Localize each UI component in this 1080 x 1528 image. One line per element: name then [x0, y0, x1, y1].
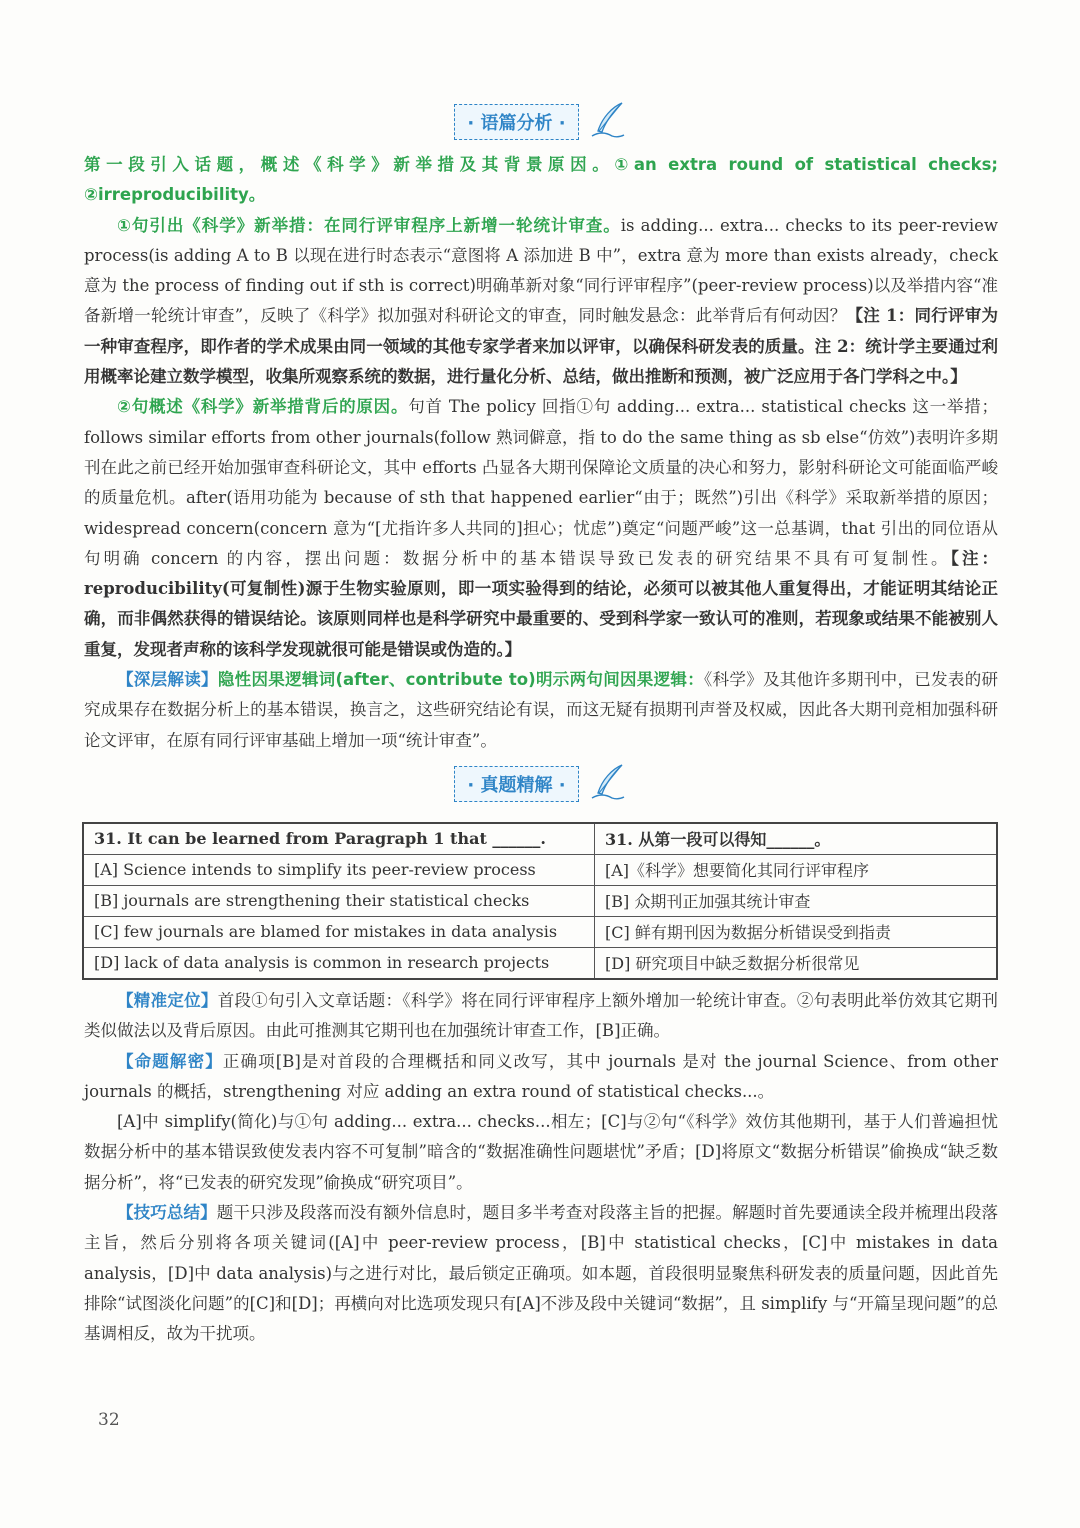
summary-keyword-2: ②irreproducibility。: [84, 185, 266, 205]
option-a-en: [A] Science intends to simplify its peer-review process: [83, 854, 595, 885]
explanation-wrong-options: [A]中 simplify(简化)与①句 adding... extra... checks...相左；[C]与②句“《科学》效仿其他期刊，基于人们普遍担忧数据分析中的基本错误致使发表内容不可复制”暗含的“数据准确性问题堪忧”矛盾；[D]将原文“数据分析错误”偷换成“缺乏数据分析”，将“已发表的研究发现”偷换成“研究项目”。: [84, 1112, 998, 1192]
analysis-paragraph-2: [84, 392, 998, 665]
option-d-zh: [D] 研究项目中缺乏数据分析很常见: [595, 947, 998, 979]
deep-lead: 隐性因果逻辑词(after、contribute to)明示两句间因果逻辑：: [217, 670, 705, 690]
p1-note: 【注 1：同行评审为一种审查程序，即作者的学术成果由同一领域的其他专家学者来加以评审，以确保科研发表的质量。注 2：统计学主要通过利用概率论建立数学模型，收集所观察系统的数据，进行量化分析、总结，做出推断和预测，被广泛应用于各门学科之中。】: [84, 306, 999, 387]
option-c-zh: [C] 鲜有期刊因为数据分析错误受到指责: [595, 916, 998, 947]
explanation-locate: [84, 986, 998, 1047]
option-a-zh: [A]《科学》想要简化其同行评审程序: [595, 854, 998, 885]
quill-pen-icon: [588, 762, 628, 806]
skill-label: 【技巧总结】: [117, 1203, 217, 1223]
analysis-paragraph-1: [84, 211, 998, 393]
analysis-summary: [84, 150, 998, 211]
question-table: [82, 822, 998, 980]
deep-analysis: [84, 665, 998, 756]
option-row: [83, 947, 997, 979]
deep-label: 【深层解读】: [117, 670, 218, 690]
option-c-en: [C] few journals are blamed for mistakes in data analysis: [83, 916, 595, 947]
section-title-analysis: · 语篇分析 ·: [454, 104, 578, 140]
locate-label: 【精准定位】: [117, 990, 218, 1010]
decode-label: 【命题解密】: [117, 1051, 223, 1071]
deep-body: 《科学》及其他许多期刊中，已发表的研究成果存在数据分析上的基本错误，换言之，这些研究结论有误，而这无疑有损期刊声誉及权威，因此各大期刊竞相加强科研论文评审，在原有同行评审基础上增加一项“统计审查”。: [84, 670, 999, 750]
option-b-zh: [B] 众期刊正加强其统计审查: [595, 885, 998, 916]
p1-lead: ①句引出《科学》新举措：在同行评审程序上新增一轮统计审查。: [117, 215, 621, 235]
section-header-answer: [84, 762, 998, 810]
summary-heading: 第一段引入话题，概述《科学》新举措及其背景原因。: [84, 155, 615, 174]
page-number: 32: [98, 1410, 120, 1430]
skill-body: 题干只涉及段落而没有额外信息时，题目多半考查对段落主旨的把握。解题时首先要通读全段并梳理出段落主旨，然后分别将各项关键词([A]中 peer-review process，[B]中 statistical checks，[C]中 mistakes in data analysis，[D]中 data analysis)与之进行对比，最后锁定正确项。如本题，首段很明显聚焦科研发表的质量问题，因此首先排除“试图淡化问题”的[C]和[D]；再横向对比选项发现只有[A]不涉及段中关键词“数据”，且 simplify 与“开篇呈现问题”的总基调相反，故为干扰项。: [84, 1203, 998, 1344]
option-row: [83, 854, 997, 885]
summary-keyword-1: ①an extra round of statistical checks;: [614, 155, 998, 174]
explanation-decode: [84, 1047, 998, 1108]
section-title-answer: · 真题精解 ·: [454, 766, 578, 802]
option-row: [83, 916, 997, 947]
p2-note: 【注：reproducibility(可复制性)源于生物实验原则，即一项实验得到的结论，必须可以被其他人重复得出，才能证明其结论正确，而非偶然获得的错误结论。该原则同样也是科学研究中最重要的、受到科学家一致认可的准则，若现象或结果不能被别人重复，发现者声称的该科学发现就很可能是错误或伪造的。】: [84, 548, 999, 659]
quill-pen-icon: [588, 100, 628, 144]
explanation-skill: [84, 1198, 998, 1349]
section-header-analysis: [84, 100, 998, 148]
option-d-en: [D] lack of data analysis is common in research projects: [83, 947, 595, 979]
p2-lead: ②句概述《科学》新举措背后的原因。: [117, 397, 409, 417]
decode-body: 正确项[B]是对首段的合理概括和同义改写，其中 journals 是对 the journal Science、from other journals 的概括，strengthening 对应 adding an extra round of statistical checks...。: [84, 1051, 998, 1101]
p1-body: is adding... extra... checks to its peer-review process(is adding A to B 以现在进行时态表示“意图将 A 添加进 B 中”，extra 意为 more than exists already，check 意为 the process of finding out if sth is correct)明确革新对象“同行评审程序”(peer-review process)以及举措内容“准备新增一轮统计审查”，反映了《科学》拟加强对科研论文的审查，同时触发悬念：此举背后有何动因？: [84, 215, 998, 326]
content: [84, 100, 998, 1350]
option-b-en: [B] journals are strengthening their statistical checks: [83, 885, 595, 916]
p2-body: 句首 The policy 回指①句 adding... extra... statistical checks 这一举措；follows similar efforts from other journals(follow 熟词僻意，指 to do the same thing as sb else“仿效”)表明许多期刊在此之前已经开始加强审查科研论文，其中 efforts 凸显各大期刊保障论文质量的决心和努力，影射科研论文可能面临严峻的质量危机。after(语用功能为 because of sth that happened earlier“由于；既然”)引出《科学》采取新举措的原因；widespread concern(concern 意为“[尤指许多人共同的]担心；忧虑”)奠定“问题严峻”这一总基调，that 引出的同位语从句明确 concern 的内容，摆出问题：数据分析中的基本错误导致已发表的研究结果不具有可复制性。: [84, 397, 998, 568]
question-stem-en: 31. It can be learned from Paragraph 1 that ______.: [83, 823, 595, 855]
locate-body: 首段①句引入文章话题：《科学》将在同行评审程序上额外增加一轮统计审查。②句表明此举仿效其它期刊类似做法以及背后原因。由此可推测其它期刊也在加强统计审查工作，[B]正确。: [84, 990, 999, 1041]
option-row: [83, 885, 997, 916]
question-stem-row: [83, 823, 997, 855]
question-stem-zh: 31. 从第一段可以得知______。: [595, 823, 998, 855]
